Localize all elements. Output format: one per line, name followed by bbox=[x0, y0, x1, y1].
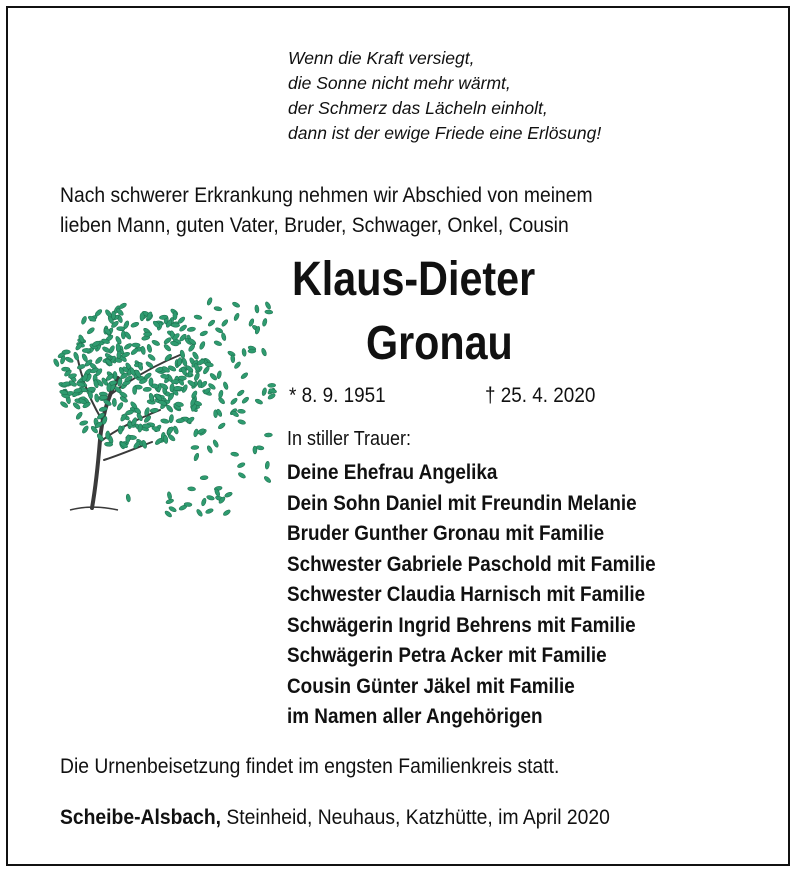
leaf-icon bbox=[237, 409, 245, 414]
leaf-icon bbox=[163, 435, 168, 444]
leaf-icon bbox=[112, 398, 116, 407]
leaf-icon bbox=[230, 397, 239, 405]
leaf-icon bbox=[172, 425, 179, 434]
mourner-name: Bruder Gunther Gronau mit Familie bbox=[287, 522, 605, 545]
leaf-icon bbox=[191, 390, 199, 399]
leaf-icon bbox=[169, 414, 174, 423]
leaf-icon bbox=[217, 422, 226, 430]
leaf-icon bbox=[146, 344, 152, 353]
leaf-icon bbox=[261, 348, 268, 357]
leaf-icon bbox=[80, 316, 87, 325]
leaf-icon bbox=[248, 349, 256, 353]
leaf-icon bbox=[111, 311, 115, 320]
leaf-icon bbox=[151, 339, 160, 347]
leaf-icon bbox=[224, 491, 233, 498]
leaf-icon bbox=[132, 386, 136, 394]
leaf-icon bbox=[202, 366, 210, 375]
leaf-icon bbox=[79, 420, 88, 426]
leaf-icon bbox=[96, 433, 105, 442]
leaf-icon bbox=[132, 343, 141, 348]
leaf-icon bbox=[232, 301, 241, 308]
tree-leaves bbox=[53, 297, 278, 518]
leaf-icon bbox=[193, 453, 200, 462]
leaf-icon bbox=[218, 390, 224, 399]
intro-text bbox=[60, 181, 593, 241]
leaf-icon bbox=[268, 383, 276, 387]
leaf-icon bbox=[196, 508, 204, 517]
leaf-icon bbox=[191, 445, 199, 450]
leaf-icon bbox=[81, 425, 89, 434]
leaf-icon bbox=[140, 346, 146, 355]
leaf-icon bbox=[163, 343, 172, 352]
leaf-icon bbox=[206, 297, 213, 306]
leaf-icon bbox=[176, 418, 185, 423]
poem-line: Wenn die Kraft versiegt, bbox=[288, 48, 475, 68]
place-date-line bbox=[60, 803, 610, 833]
leaf-icon bbox=[143, 387, 152, 392]
leaf-icon bbox=[184, 502, 192, 507]
mourner-name: Cousin Günter Jäkel mit Familie bbox=[287, 674, 575, 698]
leaf-icon bbox=[125, 434, 131, 443]
leaf-icon bbox=[116, 326, 125, 331]
leaf-icon bbox=[237, 472, 246, 480]
leaf-icon bbox=[179, 350, 185, 359]
tree-ground-line bbox=[70, 507, 118, 510]
mourner-name: Schwägerin Ingrid Behrens mit Familie bbox=[287, 613, 636, 637]
leaf-icon bbox=[168, 506, 177, 513]
leaf-icon bbox=[262, 318, 268, 327]
intro-line-2: lieben Mann, guten Vater, Bruder, Schwager, Onkel, Cousin bbox=[60, 214, 569, 237]
mourner-name: Dein Sohn Daniel mit Freundin Melanie bbox=[287, 491, 637, 515]
death-date: † 25. 4. 2020 bbox=[485, 384, 596, 407]
leaf-icon bbox=[87, 387, 96, 391]
leaf-icon bbox=[206, 445, 213, 454]
mourner-name: Schwester Gabriele Paschold mit Familie bbox=[287, 552, 656, 576]
leaf-icon bbox=[263, 475, 272, 483]
leaf-icon bbox=[261, 387, 267, 396]
leaf-icon bbox=[143, 332, 152, 336]
leaf-icon bbox=[222, 509, 231, 517]
leaf-icon bbox=[214, 306, 223, 312]
leaf-icon bbox=[126, 494, 131, 503]
poem-line: dann ist der ewige Friede eine Erlösung! bbox=[288, 123, 602, 143]
leaf-icon bbox=[205, 362, 214, 368]
leaf-icon bbox=[160, 418, 169, 424]
leaf-icon bbox=[173, 312, 177, 320]
intro-line-1: Nach schwerer Erkrankung nehmen wir Abschied von meinem bbox=[60, 184, 593, 207]
leaf-icon bbox=[104, 309, 112, 318]
deceased-first-name: Klaus-Dieter bbox=[292, 253, 536, 306]
leaf-icon bbox=[253, 446, 257, 454]
leaf-icon bbox=[171, 380, 179, 384]
leaf-icon bbox=[73, 352, 80, 361]
leaf-icon bbox=[233, 361, 241, 370]
leaf-icon bbox=[94, 356, 103, 365]
mourner-name: im Namen aller Angehörigen bbox=[287, 705, 543, 728]
leaf-icon bbox=[198, 379, 203, 387]
leaf-icon bbox=[147, 353, 156, 361]
place-main: Scheibe-Alsbach, bbox=[60, 806, 222, 829]
leaf-icon bbox=[187, 487, 195, 492]
leaf-icon bbox=[254, 398, 263, 405]
leaf-icon bbox=[199, 330, 208, 337]
leaf-icon bbox=[150, 408, 159, 413]
leaf-icon bbox=[61, 367, 69, 371]
leaf-icon bbox=[209, 372, 218, 381]
leaf-icon bbox=[53, 358, 61, 367]
leaf-icon bbox=[177, 357, 183, 366]
leaf-icon bbox=[221, 332, 227, 341]
leaf-icon bbox=[94, 308, 103, 317]
poem bbox=[288, 46, 601, 146]
leaf-icon bbox=[264, 433, 272, 437]
deceased-last-name: Gronau bbox=[366, 317, 513, 370]
leaf-icon bbox=[230, 452, 239, 457]
leaf-icon bbox=[265, 461, 270, 470]
leaf-icon bbox=[237, 419, 246, 425]
leaf-icon bbox=[207, 319, 216, 327]
leaf-icon bbox=[130, 321, 139, 328]
leaf-icon bbox=[193, 429, 199, 438]
poem-line: die Sonne nicht mehr wärmt, bbox=[288, 73, 511, 93]
leaf-icon bbox=[81, 353, 89, 362]
leaf-icon bbox=[178, 376, 187, 381]
mourner-name: Schwägerin Petra Acker mit Familie bbox=[287, 644, 607, 667]
leaf-icon bbox=[86, 327, 95, 335]
mourners-list bbox=[287, 458, 656, 733]
leaf-icon bbox=[199, 341, 206, 350]
birth-date: * 8. 9. 1951 bbox=[289, 384, 386, 407]
leaf-icon bbox=[82, 348, 91, 352]
leaf-icon bbox=[164, 510, 173, 518]
leaf-icon bbox=[125, 409, 134, 415]
leaf-icon bbox=[94, 394, 99, 403]
leaf-icon bbox=[116, 402, 124, 411]
leaf-icon bbox=[205, 508, 214, 515]
place-rest: Steinheid, Neuhaus, Katzhütte, im April 2020 bbox=[221, 806, 610, 829]
leaf-icon bbox=[212, 439, 219, 448]
leaf-icon bbox=[123, 342, 132, 350]
leaf-icon bbox=[241, 348, 246, 357]
leaf-icon bbox=[187, 327, 196, 333]
leaf-icon bbox=[75, 411, 83, 420]
wind-blown-tree-icon bbox=[40, 270, 280, 530]
leaf-icon bbox=[265, 310, 273, 315]
leaf-icon bbox=[107, 383, 112, 392]
leaf-icon bbox=[221, 319, 229, 328]
mourning-label: In stiller Trauer: bbox=[287, 428, 412, 450]
leaf-icon bbox=[99, 395, 107, 399]
leaf-icon bbox=[206, 495, 215, 501]
leaf-icon bbox=[167, 491, 173, 500]
mourner-name: Schwester Claudia Harnisch mit Familie bbox=[287, 583, 646, 606]
leaf-icon bbox=[237, 462, 246, 469]
leaf-icon bbox=[65, 356, 74, 363]
leaf-icon bbox=[213, 340, 222, 347]
leaf-icon bbox=[201, 498, 207, 507]
leaf-icon bbox=[104, 442, 113, 447]
leaf-icon bbox=[142, 424, 151, 429]
poem-line: der Schmerz das Lächeln einholt, bbox=[288, 98, 548, 118]
leaf-icon bbox=[62, 350, 71, 355]
mourner-name: Deine Ehefrau Angelika bbox=[287, 461, 498, 484]
leaf-icon bbox=[241, 396, 250, 404]
leaf-icon bbox=[236, 389, 245, 397]
leaf-icon bbox=[233, 312, 240, 321]
leaf-icon bbox=[118, 426, 122, 435]
leaf-icon bbox=[165, 404, 174, 413]
leaf-icon bbox=[140, 312, 145, 321]
leaf-icon bbox=[145, 361, 154, 369]
leaf-icon bbox=[105, 431, 110, 440]
leaf-icon bbox=[254, 305, 259, 313]
leaf-icon bbox=[216, 370, 222, 379]
leaf-icon bbox=[141, 440, 147, 449]
leaf-icon bbox=[137, 362, 143, 371]
leaf-icon bbox=[222, 381, 228, 390]
leaf-icon bbox=[240, 372, 249, 380]
leaf-icon bbox=[149, 378, 153, 387]
urn-burial-notice: Die Urnenbeisetzung findet im engsten Familienkreis statt. bbox=[60, 755, 560, 778]
leaf-icon bbox=[264, 301, 271, 310]
leaf-icon bbox=[194, 314, 203, 320]
leaf-icon bbox=[200, 475, 208, 480]
leaf-icon bbox=[171, 323, 180, 328]
